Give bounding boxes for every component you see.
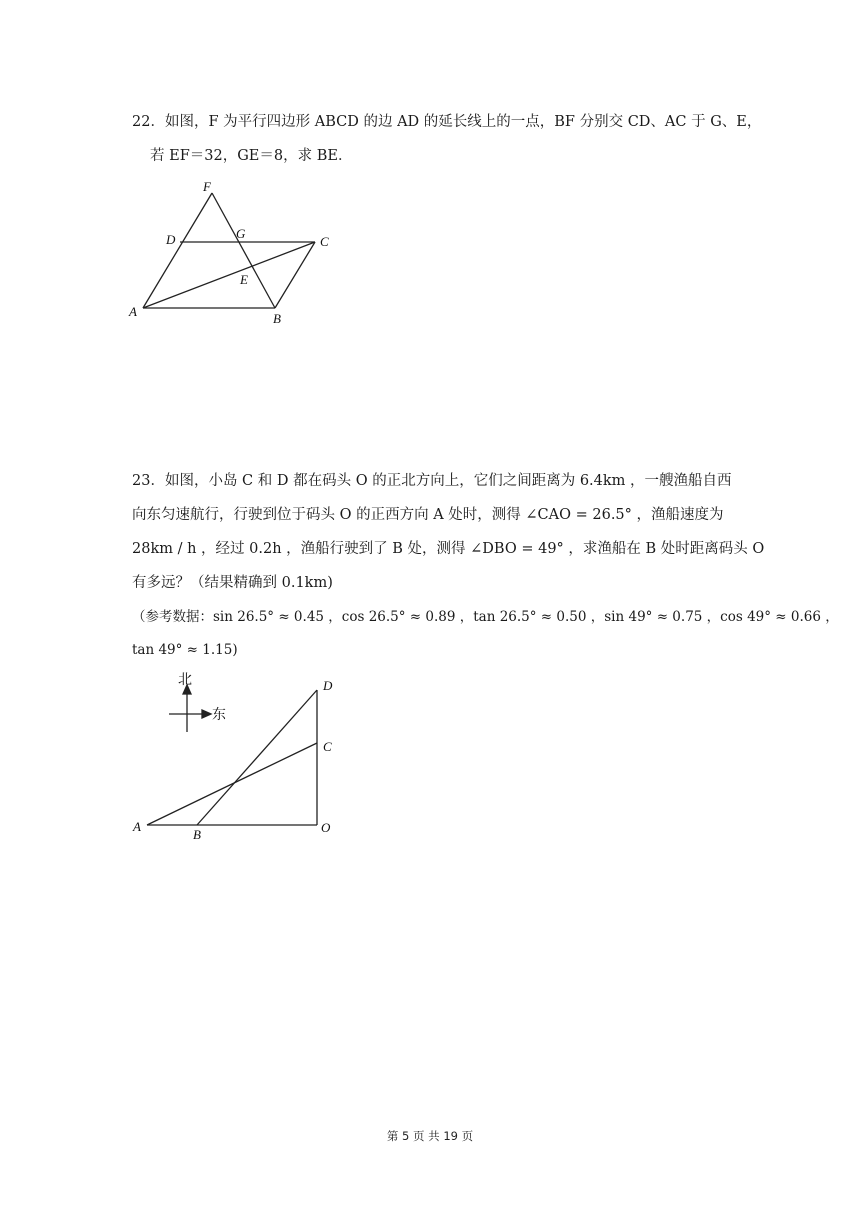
q22-parallelogram-figure: [125, 176, 340, 326]
q23-text-line-1: 23．如图，小岛 C 和 D 都在码头 O 的正北方向上，它们之间距离为 6.4km ，一艘渔船自西: [132, 473, 732, 489]
q23-text-line-4: 有多远？（结果精确到 0.1km): [132, 575, 333, 591]
label-A: A: [129, 304, 137, 319]
q23-reference-line-2: tan 49° ≈ 1.15): [132, 642, 238, 658]
label-B: B: [193, 827, 201, 842]
label-G: G: [236, 226, 246, 241]
segment-AF: [143, 193, 212, 308]
q23-text-line-3: 28km / h ，经过 0.2h ，渔船行驶到了 B 处，测得 ∠DBO = 49° ，求渔船在 B 处时距离码头 O: [132, 541, 765, 557]
segment-BC: [275, 242, 315, 308]
compass-icon: [169, 685, 211, 732]
north-label: 北: [178, 672, 192, 688]
east-label: 东: [212, 707, 226, 723]
label-O: O: [321, 820, 331, 835]
q23-navigation-figure: [125, 668, 350, 848]
label-D: D: [166, 232, 176, 247]
label-B: B: [273, 311, 281, 326]
label-F: F: [203, 179, 211, 194]
segment-AC: [143, 242, 315, 308]
segment-FB: [212, 193, 275, 308]
label-A: A: [133, 819, 141, 834]
segment-AC: [147, 743, 317, 825]
q23-text-line-2: 向东匀速航行，行驶到位于码头 O 的正西方向 A 处时，测得 ∠CAO = 26.5° ，渔船速度为: [132, 507, 724, 523]
label-D: D: [323, 678, 333, 693]
label-E: E: [240, 272, 248, 287]
label-C: C: [323, 739, 332, 754]
q22-text-line-2: 若 EF＝32，GE＝8，求 BE．: [150, 148, 353, 164]
page-footer: 第 5 页 共 19 页: [386, 1129, 474, 1143]
q22-text-line-1: 22．如图，F 为平行四边形 ABCD 的边 AD 的延长线上的一点，BF 分别交 CD、AC 于 G、E，: [132, 114, 762, 130]
label-C: C: [320, 234, 329, 249]
q23-reference-line-1: （参考数据：sin 26.5° ≈ 0.45 ，cos 26.5° ≈ 0.89 ，tan 26.5° ≈ 0.50 ，sin 49° ≈ 0.75 ，cos 49° ≈ 0.66 ，: [132, 609, 839, 625]
